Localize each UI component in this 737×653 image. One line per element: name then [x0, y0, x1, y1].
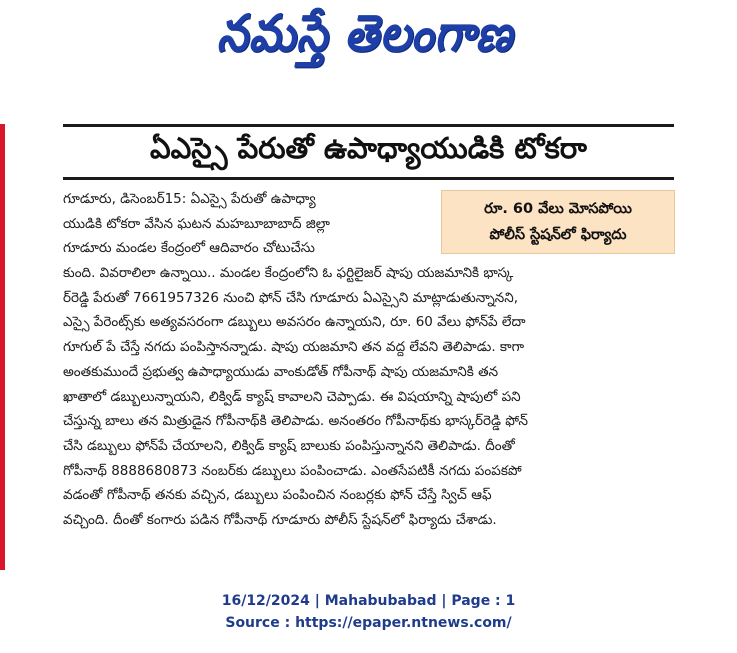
page-footer	[0, 590, 737, 634]
article-line: వడంతో గోపీనాథ్ తనకు వచ్చిన, డబ్బులు పంపించిన నంబర్లకు ఫోన్ చేస్తే స్విచ్ ఆఫ్	[63, 487, 492, 504]
footer-meta: 16/12/2024 | Mahabubabad | Page : 1	[221, 593, 516, 609]
article-accent-bar	[0, 124, 5, 570]
article-line: వచ్చింది. దీంతో కంగారు పడిన గోపీనాథ్ గూడూరు పోలీస్ స్టేషన్‌లో ఫిర్యాదు చేశాడు.	[63, 511, 497, 528]
article-line: చేస్తున్న బాలు తన మిత్రుడైన గోపీనాథ్‌కి తెలిపాడు. అనంతరం గోపీనాథ్‌కు భాస్కర్‌రెడ్డి ఫోన్	[63, 413, 529, 430]
article-line: కుంది. వివరాలిలా ఉన్నాయి.. మండల కేంద్రంలోని ఓ ఫర్టిలైజర్ షాపు యజమానికి భాస్క	[63, 265, 514, 282]
article-line: చేసి డబ్బులు ఫోన్‌పే చేయాలని, లిక్విడ్ క్యాష్ బాలుకు పంపిస్తున్నానని తెలిపాడు. దీంతో	[63, 437, 515, 454]
callout-box	[441, 190, 675, 254]
article-line: గోపీనాథ్ 8888680873 నంబర్‌కు డబ్బులు పంపించాడు. ఎంతసేపటికీ నగదు పంపకపో	[63, 462, 522, 479]
article-line: గూగుల్ పే చేస్తే నగదు పంపిస్తానన్నాడు. షాపు యజమాని తన వద్ద లేవని తెలిపాడు. కాగా	[63, 339, 525, 356]
article-line: గూడూరు, డిసెంబర్15: ఏఎస్సై పేరుతో ఉపాధ్యా	[63, 191, 316, 207]
article-line: ర్‌రెడ్డి పేరుతో 7661957326 నుంచి ఫోన్ చేసి గూడూరు ఏఎస్సైని మాట్లాడుతున్నానని,	[63, 289, 519, 306]
masthead-title: నమస్తే తెలంగాణ	[216, 4, 514, 63]
article-line: గూడూరు మండల కేంద్రంలో ఆదివారం చోటుచేసు	[63, 240, 315, 257]
callout-line-1: రూ. 60 వేలు మోసపోయి	[484, 201, 632, 217]
masthead-logo	[170, 2, 560, 78]
callout-line-2: పోలీస్ స్టేషన్‌లో ఫిర్యాదు	[489, 227, 627, 243]
article-line: ఎస్సై పేరెంట్స్‌కు అత్యవసరంగా డబ్బులు అవసరం ఉన్నాయని, రూ. 60 వేలు ఫోన్‌పే లేదా	[63, 314, 526, 331]
article-headline: ఏఎస్సై పేరుతో ఉపాధ్యాయుడికి టోకరా	[150, 131, 587, 165]
headline-box	[63, 124, 674, 180]
article-line: అంతకుముందే ప్రభుత్వ ఉపాధ్యాయుడు వాంకుడోత్ గోపీనాథ్ షాపు యజమానికి తన	[63, 363, 499, 380]
article-line: ఖాతాలో డబ్బులున్నాయని, లిక్విడ్ క్యాష్ కావాలని చెప్పాడు. ఈ విషయాన్ని షాపులో పని	[63, 388, 521, 405]
footer-source: Source : https://epaper.ntnews.com/	[225, 615, 512, 631]
article-line: యుడికి టోకరా వేసిన ఘటన మహబూబాబాద్ జిల్లా	[63, 215, 330, 232]
